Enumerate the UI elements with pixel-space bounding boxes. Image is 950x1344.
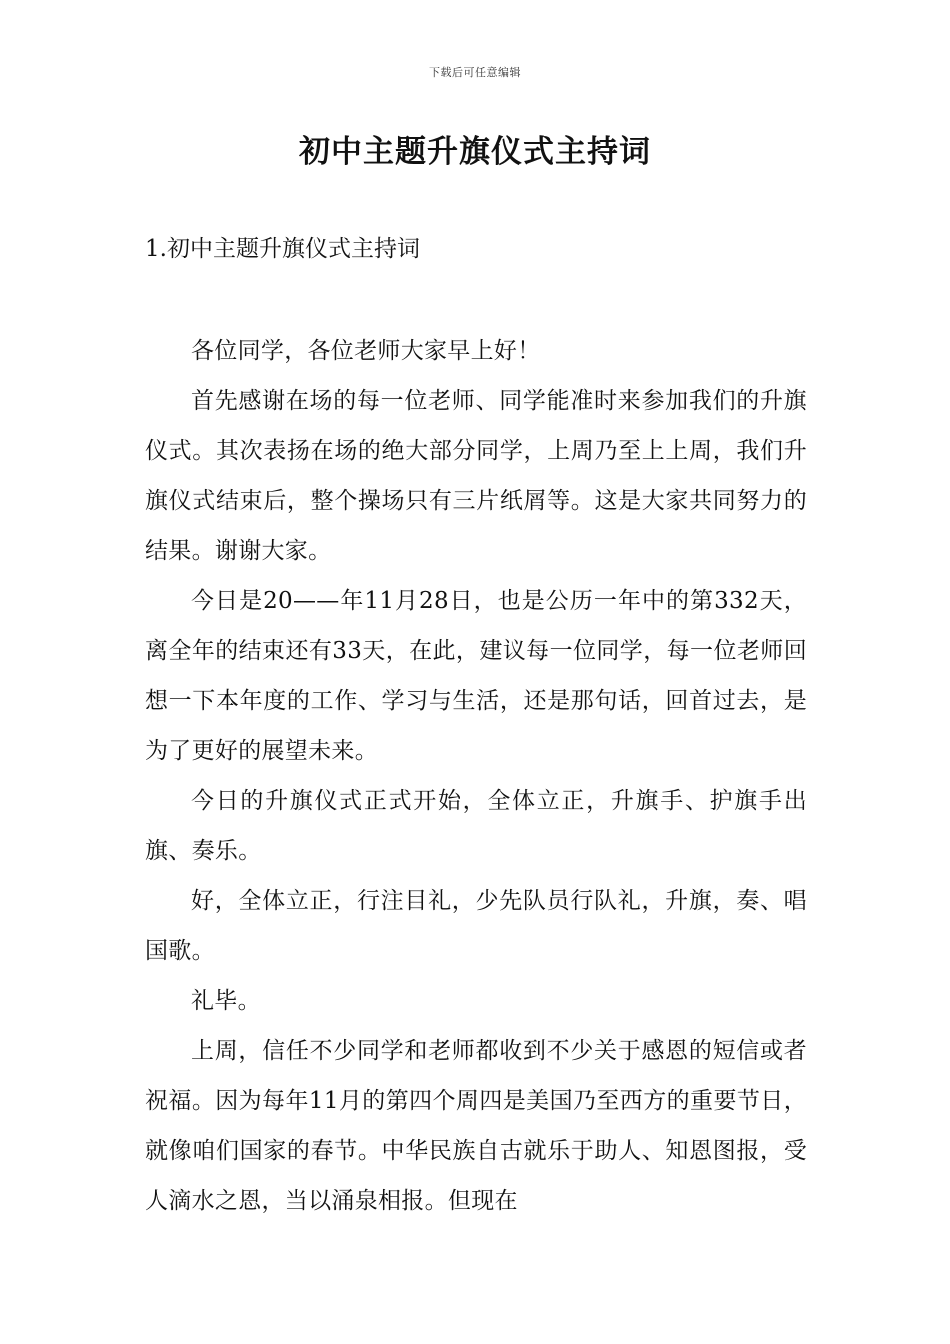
header-note: 下载后可任意编辑 (429, 66, 521, 79)
paragraph-thanks: 首先感谢在场的每一位老师、同学能准时来参加我们的升旗仪式。其次表扬在场的绝大部分同学，上周乃至上上周，我们升旗仪式结束后，整个操场只有三片纸屑等。这是大家共同努力的结果。谢谢大家。 (145, 388, 807, 564)
paragraph-date: 今日是20——年11月28日，也是公历一年中的第332天，离全年的结束还有33天，在此，建议每一位同学，每一位老师回想一下本年度的工作、学习与生活，还是那句话，回首过去，是为了更好的展望未来。 (145, 588, 807, 764)
document-body (145, 326, 807, 1226)
section-heading: 1.初中主题升旗仪式主持词 (145, 236, 420, 262)
document-title: 初中主题升旗仪式主持词 (299, 134, 651, 170)
paragraph-salute-end: 礼毕。 (191, 988, 261, 1014)
paragraph-greeting: 各位同学，各位老师大家早上好！ (191, 338, 541, 364)
paragraph-gratitude: 上周，信任不少同学和老师都收到不少关于感恩的短信或者祝福。因为每年11月的第四个周四是美国乃至西方的重要节日，就像咱们国家的春节。中华民族自古就乐于助人、知恩图报，受人滴水之恩，当以涌泉相报。但现在 (145, 1038, 807, 1214)
paragraph-anthem: 好，全体立正，行注目礼，少先队员行队礼，升旗，奏、唱国歌。 (145, 888, 807, 964)
paragraph-ceremony-start: 今日的升旗仪式正式开始，全体立正，升旗手、护旗手出旗、奏乐。 (145, 788, 807, 864)
